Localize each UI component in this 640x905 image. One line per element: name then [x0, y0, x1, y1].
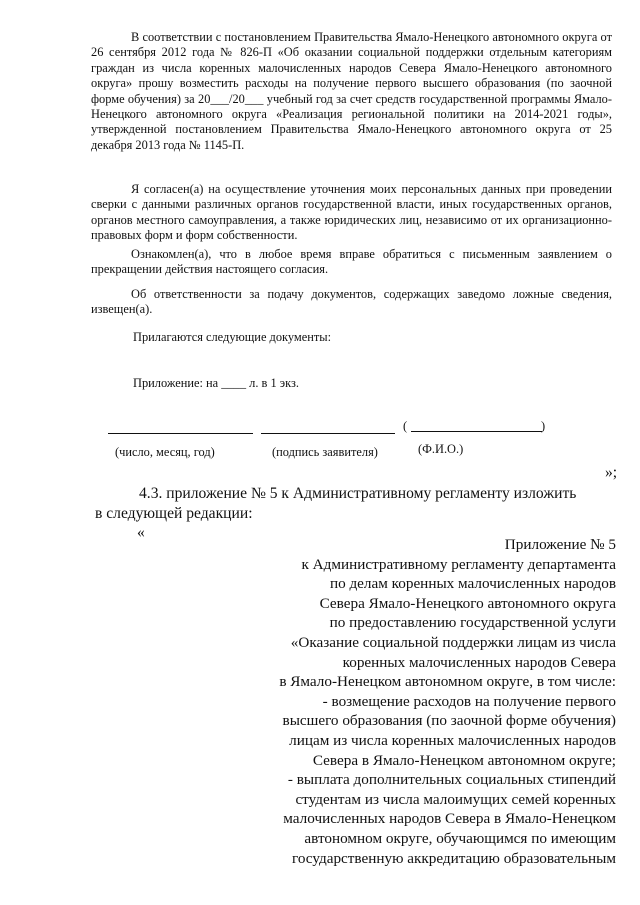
signature-line	[261, 433, 395, 434]
appendix-line: к Административному регламенту департамента	[301, 555, 616, 573]
appendix-line: коренных малочисленных народов Севера	[342, 653, 616, 671]
appendix-line: высшего образования (по заочной форме обучения)	[282, 712, 616, 730]
appendix-line: студентам из числа малоимущих семей коренных	[295, 790, 616, 808]
appendix-line: в Ямало-Ненецком автономном округе, в том числе:	[279, 673, 616, 691]
appendix-line: государственную аккредитацию образовательным	[291, 849, 616, 867]
appendix-line: Приложение № 5	[504, 536, 616, 553]
appendix-line: «Оказание социальной поддержки лицам из числа	[290, 633, 616, 651]
attached-documents-label: Прилагаются следующие документы:	[133, 330, 332, 344]
appendix-line: малочисленных народов Севера в Ямало-Ненецком	[283, 810, 616, 828]
appendix-5-heading-block	[256, 535, 616, 868]
date-line	[108, 433, 253, 434]
appendix-line: лицам из числа коренных малочисленных народов	[289, 731, 616, 749]
opening-quote: «	[137, 524, 145, 541]
consent-paragraph-reimbursement: В соответствии с постановлением Правительства Ямало-Ненецкого автономного округа от 26 сентября 2012 года № 826-П «Об оказании социальной поддержки отдельным категориям граждан из числа коренных малочисленных народов Севера Ямало-Ненецкого автономного округа» прошу возместить расходы на получение первого высшего образования (по заочной форме обучения) за 20___/20___ учебный год за счет средств государственной программы Ямало-Ненецкого автономного округа «Реализация региональной политики на 2014-2021 годы», утвержденной постановлением Правительства Ямало-Ненецкого автономного округа от 25 декабря 2013 года № 1145-П.	[91, 30, 612, 152]
appendix-line: - выплата дополнительных социальных стипендий	[287, 771, 616, 789]
appendix-line: - возмещение расходов на получение первого	[322, 692, 616, 710]
appendix-line: по делам коренных малочисленных народов	[329, 575, 616, 593]
fio-paren-close: )	[541, 419, 546, 433]
consent-paragraph-withdrawal: Ознакомлен(а), что в любое время вправе обратиться с письменным заявлением о прекращении действия настоящего согласия.	[91, 247, 612, 277]
closing-quote: »;	[605, 464, 618, 481]
consent-paragraph-responsibility: Об ответственности за подачу документов, содержащих заведомо ложные сведения, извещен(а).	[91, 287, 612, 317]
fio-line	[411, 431, 542, 432]
fio-caption: (Ф.И.О.)	[418, 442, 464, 456]
appendix-count-line: Приложение: на ____ л. в 1 экз.	[133, 376, 299, 390]
fio-paren-open: (	[403, 419, 408, 433]
signature-caption: (подпись заявителя)	[272, 445, 378, 459]
appendix-line: Севера Ямало-Ненецкого автономного округа	[319, 594, 616, 612]
date-caption: (число, месяц, год)	[115, 445, 215, 459]
consent-paragraph-personal-data: Я согласен(а) на осуществление уточнения моих персональных данных при проведении сверки с данными различных органов государственной власти, иных государственных органов, органов местного самоуправления, а также юридических лиц, независимо от их организационно-правовых форм и форм собственности.	[91, 182, 612, 243]
section-4-3-text: 4.3. приложение № 5 к Административному регламенту изложить в следующей редакции:	[95, 485, 577, 522]
appendix-line: по предоставлению государственной услуги	[329, 614, 616, 632]
appendix-line: автономном округе, обучающимся по имеющим	[304, 829, 616, 847]
appendix-line: Севера в Ямало-Ненецком автономном округе;	[312, 751, 616, 769]
